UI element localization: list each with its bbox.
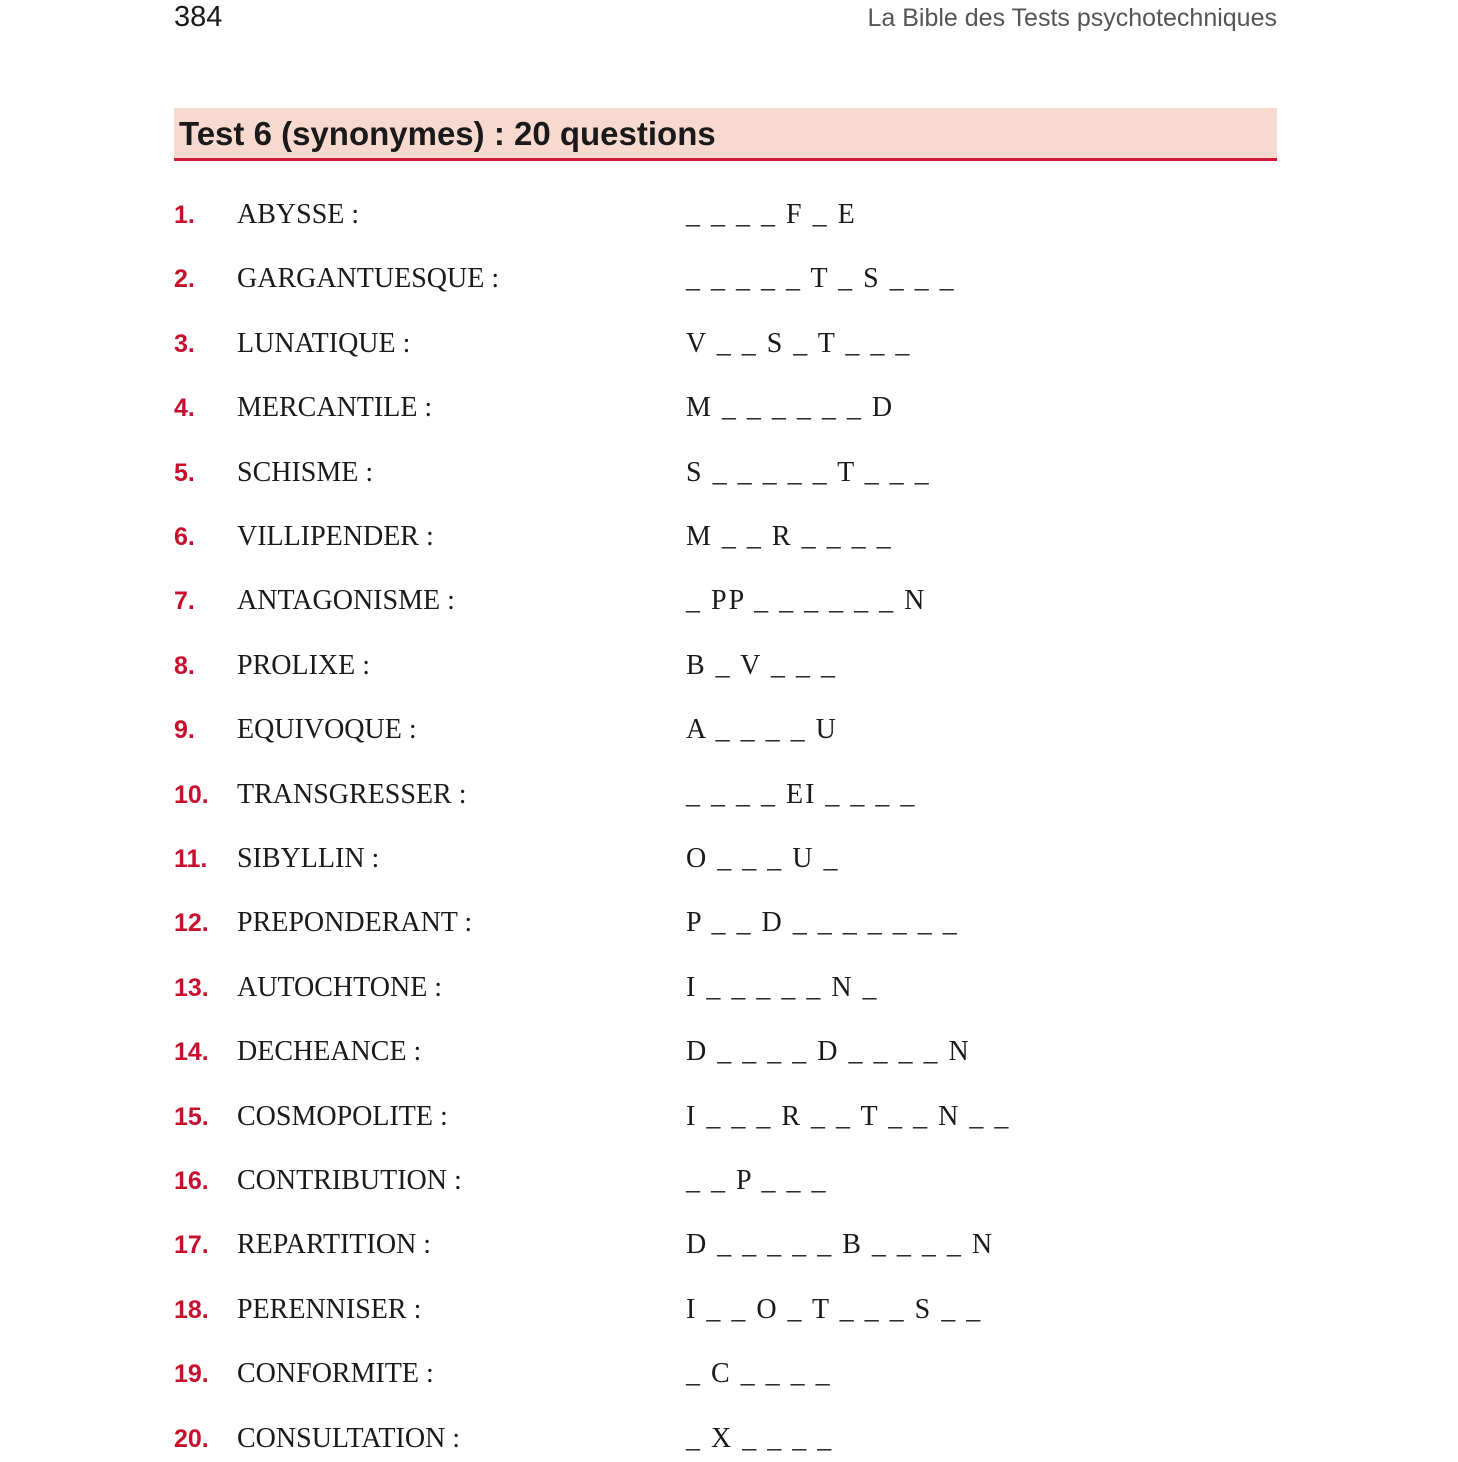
question-number: 6. bbox=[174, 523, 195, 551]
question-row bbox=[0, 584, 1458, 624]
question-number: 11. bbox=[174, 845, 208, 873]
question-number: 10. bbox=[174, 781, 209, 809]
question-row bbox=[0, 520, 1458, 560]
answer-pattern: _ _ P _ _ _ bbox=[686, 1165, 828, 1196]
answer-pattern: A _ _ _ _ U bbox=[686, 714, 838, 745]
question-number: 14. bbox=[174, 1038, 209, 1066]
question-number: 18. bbox=[174, 1296, 209, 1324]
question-row bbox=[0, 1100, 1458, 1140]
question-number: 19. bbox=[174, 1360, 209, 1388]
question-row bbox=[0, 778, 1458, 818]
question-row bbox=[0, 842, 1458, 882]
answer-pattern: B _ V _ _ _ bbox=[686, 650, 837, 681]
question-word: CONSULTATION : bbox=[237, 1423, 461, 1454]
page-number: 384 bbox=[174, 1, 223, 33]
question-word: EQUIVOQUE : bbox=[237, 714, 417, 745]
question-number: 9. bbox=[174, 716, 195, 744]
question-number: 15. bbox=[174, 1103, 209, 1131]
question-number: 8. bbox=[174, 652, 195, 680]
answer-pattern: I _ _ O _ T _ _ _ S _ _ bbox=[686, 1294, 983, 1325]
answer-pattern: _ _ _ _ F _ E bbox=[686, 199, 857, 230]
question-row bbox=[0, 906, 1458, 946]
question-number: 5. bbox=[174, 459, 195, 487]
answer-pattern: _ PP _ _ _ _ _ _ N bbox=[686, 585, 927, 616]
question-word: GARGANTUESQUE : bbox=[237, 263, 500, 294]
question-row bbox=[0, 1035, 1458, 1075]
question-word: MERCANTILE : bbox=[237, 392, 433, 423]
answer-pattern: _ X _ _ _ _ bbox=[686, 1423, 834, 1454]
answer-pattern: I _ _ _ R _ _ T _ _ N _ _ bbox=[686, 1101, 1011, 1132]
answer-pattern: O _ _ _ U _ bbox=[686, 843, 840, 874]
answer-pattern: S _ _ _ _ _ T _ _ _ bbox=[686, 457, 931, 488]
question-word: CONTRIBUTION : bbox=[237, 1165, 462, 1196]
question-word: COSMOPOLITE : bbox=[237, 1101, 448, 1132]
book-title: La Bible des Tests psychotechniques bbox=[867, 4, 1277, 32]
question-word: LUNATIQUE : bbox=[237, 328, 411, 359]
section-title: Test 6 (synonymes) : 20 questions bbox=[179, 115, 716, 152]
question-row bbox=[0, 1228, 1458, 1268]
question-number: 7. bbox=[174, 587, 195, 615]
question-row bbox=[0, 1164, 1458, 1204]
question-word: DECHEANCE : bbox=[237, 1036, 422, 1067]
question-number: 4. bbox=[174, 394, 195, 422]
question-row bbox=[0, 971, 1458, 1011]
answer-pattern: P _ _ D _ _ _ _ _ _ _ bbox=[686, 907, 959, 938]
answer-pattern: M _ _ _ _ _ _ D bbox=[686, 392, 895, 423]
question-row bbox=[0, 327, 1458, 367]
question-number: 16. bbox=[174, 1167, 209, 1195]
question-row bbox=[0, 1293, 1458, 1333]
question-word: REPARTITION : bbox=[237, 1229, 432, 1260]
answer-pattern: I _ _ _ _ _ N _ bbox=[686, 972, 879, 1003]
question-word: ANTAGONISME : bbox=[237, 585, 455, 616]
question-word: PREPONDERANT : bbox=[237, 907, 473, 938]
answer-pattern: D _ _ _ _ D _ _ _ _ N bbox=[686, 1036, 971, 1067]
question-number: 17. bbox=[174, 1231, 209, 1259]
answer-pattern: _ _ _ _ _ T _ S _ _ _ bbox=[686, 263, 956, 294]
answer-pattern: V _ _ S _ T _ _ _ bbox=[686, 328, 912, 359]
question-row bbox=[0, 456, 1458, 496]
question-row bbox=[0, 649, 1458, 689]
question-row bbox=[0, 198, 1458, 238]
question-number: 3. bbox=[174, 330, 195, 358]
question-number: 20. bbox=[174, 1425, 209, 1453]
question-row bbox=[0, 262, 1458, 302]
question-word: ABYSSE : bbox=[237, 199, 360, 230]
question-number: 12. bbox=[174, 909, 209, 937]
answer-pattern: D _ _ _ _ _ B _ _ _ _ N bbox=[686, 1229, 995, 1260]
question-word: AUTOCHTONE : bbox=[237, 972, 443, 1003]
question-number: 2. bbox=[174, 265, 195, 293]
question-row bbox=[0, 1357, 1458, 1397]
question-word: SCHISME : bbox=[237, 457, 374, 488]
question-number: 13. bbox=[174, 974, 209, 1002]
question-number: 1. bbox=[174, 201, 195, 229]
question-row bbox=[0, 391, 1458, 431]
question-row bbox=[0, 713, 1458, 753]
answer-pattern: _ _ _ _ EI _ _ _ _ bbox=[686, 779, 917, 810]
question-word: PROLIXE : bbox=[237, 650, 370, 681]
answer-pattern: M _ _ R _ _ _ _ bbox=[686, 521, 893, 552]
section-header bbox=[174, 108, 1277, 161]
question-word: SIBYLLIN : bbox=[237, 843, 380, 874]
question-row bbox=[0, 1422, 1458, 1462]
question-word: VILLIPENDER : bbox=[237, 521, 434, 552]
question-word: CONFORMITE : bbox=[237, 1358, 434, 1389]
question-word: TRANSGRESSER : bbox=[237, 779, 467, 810]
answer-pattern: _ C _ _ _ _ bbox=[686, 1358, 832, 1389]
question-word: PERENNISER : bbox=[237, 1294, 422, 1325]
